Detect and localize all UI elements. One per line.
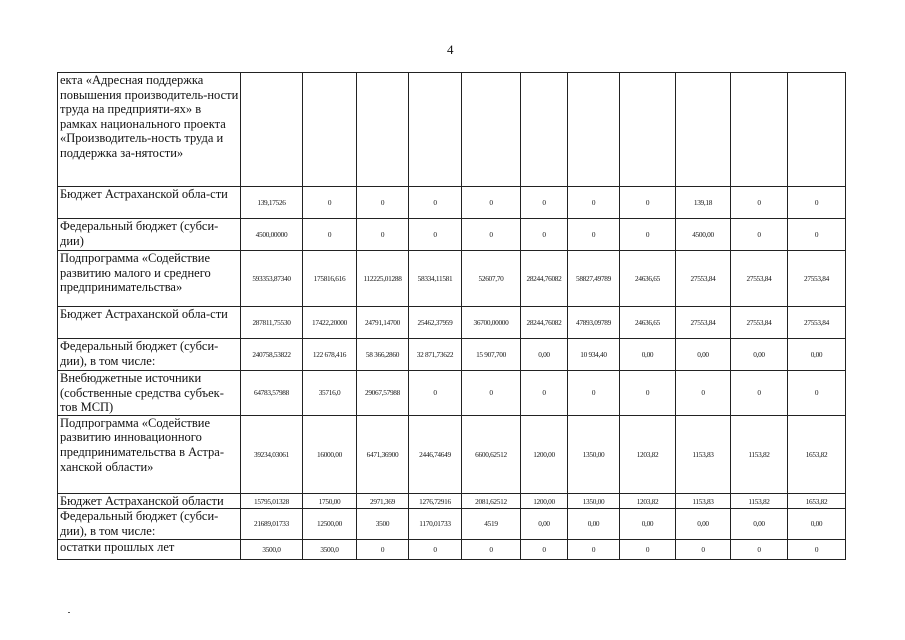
value-cell: 58334,11581 — [409, 251, 462, 307]
value-cell: 0 — [568, 371, 620, 416]
table-row — [58, 307, 846, 339]
value-cell: 0 — [357, 219, 409, 251]
value-cell: 0 — [788, 371, 846, 416]
value-cell: 0,00 — [731, 509, 788, 539]
row-label: Федеральный бюджет (субси-дии), в том числе: — [58, 509, 241, 539]
value-cell: 58827,49789 — [568, 251, 620, 307]
value-cell: 0 — [731, 219, 788, 251]
value-cell: 27553,84 — [788, 307, 846, 339]
value-cell: 35716,0 — [303, 371, 357, 416]
value-cell: 0 — [462, 219, 521, 251]
value-cell: 0,00 — [521, 509, 568, 539]
value-cell: 24636,65 — [620, 307, 676, 339]
value-cell: 0 — [303, 187, 357, 219]
value-cell: 16000,00 — [303, 415, 357, 493]
value-cell: 10 934,40 — [568, 339, 620, 371]
row-label: Подпрограмма «Содействие развитию малого и среднего предпринимательства» — [58, 251, 241, 307]
scan-speck — [68, 612, 70, 613]
value-cell: 24636,65 — [620, 251, 676, 307]
value-cell: 0,00 — [620, 339, 676, 371]
row-label: Внебюджетные источники (собственные средства субъек-тов МСП) — [58, 371, 241, 416]
value-cell: 3500,0 — [303, 539, 357, 559]
value-cell: 2446,74649 — [409, 415, 462, 493]
value-cell — [521, 73, 568, 187]
value-cell: 25462,37959 — [409, 307, 462, 339]
value-cell — [788, 73, 846, 187]
budget-table — [57, 72, 846, 560]
value-cell: 1203,82 — [620, 493, 676, 509]
value-cell — [676, 73, 731, 187]
value-cell: 0,00 — [620, 509, 676, 539]
value-cell: 1153,82 — [731, 415, 788, 493]
row-label: Федеральный бюджет (субси-дии), в том числе: — [58, 339, 241, 371]
value-cell: 0,00 — [731, 339, 788, 371]
value-cell: 1653,82 — [788, 493, 846, 509]
value-cell — [409, 73, 462, 187]
value-cell: 0 — [788, 219, 846, 251]
value-cell: 15795,01328 — [241, 493, 303, 509]
value-cell: 0 — [731, 371, 788, 416]
value-cell — [731, 73, 788, 187]
value-cell: 175816,616 — [303, 251, 357, 307]
value-cell: 1153,83 — [676, 493, 731, 509]
value-cell: 1750,00 — [303, 493, 357, 509]
value-cell: 28244,76082 — [521, 307, 568, 339]
table-row — [58, 509, 846, 539]
value-cell: 1200,00 — [521, 415, 568, 493]
value-cell: 0 — [357, 539, 409, 559]
value-cell: 0 — [731, 539, 788, 559]
value-cell: 112225,01288 — [357, 251, 409, 307]
value-cell: 0 — [568, 187, 620, 219]
value-cell: 139,18 — [676, 187, 731, 219]
value-cell: 0 — [620, 219, 676, 251]
value-cell: 0 — [731, 187, 788, 219]
value-cell: 0 — [409, 371, 462, 416]
value-cell: 6471,36900 — [357, 415, 409, 493]
value-cell: 32 871,73622 — [409, 339, 462, 371]
value-cell: 1276,72916 — [409, 493, 462, 509]
row-label: остатки прошлых лет — [58, 539, 241, 559]
value-cell: 0 — [788, 187, 846, 219]
value-cell: 27553,84 — [731, 251, 788, 307]
table-row — [58, 539, 846, 559]
value-cell: 0 — [409, 187, 462, 219]
value-cell — [462, 73, 521, 187]
value-cell: 1203,82 — [620, 415, 676, 493]
value-cell: 0 — [521, 371, 568, 416]
value-cell: 27553,84 — [788, 251, 846, 307]
value-cell: 47893,09789 — [568, 307, 620, 339]
value-cell: 0,00 — [788, 339, 846, 371]
value-cell: 593353,87340 — [241, 251, 303, 307]
value-cell: 27553,84 — [676, 307, 731, 339]
table-row — [58, 493, 846, 509]
value-cell: 21689,01733 — [241, 509, 303, 539]
value-cell: 0 — [462, 187, 521, 219]
value-cell: 0,00 — [788, 509, 846, 539]
value-cell: 1170,01733 — [409, 509, 462, 539]
table-row — [58, 251, 846, 307]
value-cell: 0 — [462, 371, 521, 416]
value-cell: 0 — [409, 219, 462, 251]
value-cell: 24791,14700 — [357, 307, 409, 339]
value-cell: 0 — [676, 539, 731, 559]
value-cell: 0,00 — [568, 509, 620, 539]
value-cell: 1153,82 — [731, 493, 788, 509]
value-cell: 4519 — [462, 509, 521, 539]
value-cell: 29067,57988 — [357, 371, 409, 416]
value-cell: 0 — [521, 539, 568, 559]
row-label: екта «Адресная поддержка повышения производитель-ности труда на предприяти-ях» в рамках национального проекта «Производитель-ность труда и поддержка за-нятости» — [58, 73, 241, 187]
value-cell: 58 366,2860 — [357, 339, 409, 371]
value-cell: 1200,00 — [521, 493, 568, 509]
value-cell — [568, 73, 620, 187]
value-cell: 0 — [620, 539, 676, 559]
value-cell: 12500,00 — [303, 509, 357, 539]
value-cell: 122 678,416 — [303, 339, 357, 371]
value-cell: 6600,62512 — [462, 415, 521, 493]
value-cell: 0 — [521, 219, 568, 251]
value-cell: 0 — [303, 219, 357, 251]
value-cell: 0 — [568, 219, 620, 251]
value-cell: 52607,70 — [462, 251, 521, 307]
value-cell: 0 — [620, 371, 676, 416]
value-cell: 4500,00 — [676, 219, 731, 251]
value-cell: 0 — [620, 187, 676, 219]
value-cell: 4500,00000 — [241, 219, 303, 251]
value-cell: 39234,03061 — [241, 415, 303, 493]
value-cell: 0,00 — [521, 339, 568, 371]
table-row — [58, 371, 846, 416]
value-cell: 139,17526 — [241, 187, 303, 219]
value-cell: 240758,53822 — [241, 339, 303, 371]
value-cell: 64783,57988 — [241, 371, 303, 416]
row-label: Подпрограмма «Содействие развитию инновационного предпринимательства в Астра-ханской области» — [58, 415, 241, 493]
value-cell: 15 907,700 — [462, 339, 521, 371]
value-cell: 3500 — [357, 509, 409, 539]
value-cell: 0,00 — [676, 509, 731, 539]
value-cell: 36700,00000 — [462, 307, 521, 339]
value-cell: 3500,0 — [241, 539, 303, 559]
value-cell: 1350,00 — [568, 493, 620, 509]
value-cell: 287811,75530 — [241, 307, 303, 339]
value-cell: 0 — [676, 371, 731, 416]
value-cell: 0 — [521, 187, 568, 219]
value-cell: 2081,62512 — [462, 493, 521, 509]
value-cell: 0 — [788, 539, 846, 559]
value-cell: 1153,83 — [676, 415, 731, 493]
value-cell: 28244,76082 — [521, 251, 568, 307]
value-cell: 0 — [409, 539, 462, 559]
table-row — [58, 187, 846, 219]
value-cell: 2971,369 — [357, 493, 409, 509]
value-cell: 17422,20000 — [303, 307, 357, 339]
value-cell: 0,00 — [676, 339, 731, 371]
value-cell: 27553,84 — [676, 251, 731, 307]
row-label: Бюджет Астраханской обла-сти — [58, 187, 241, 219]
value-cell: 0 — [357, 187, 409, 219]
table-row — [58, 219, 846, 251]
value-cell — [357, 73, 409, 187]
value-cell: 0 — [462, 539, 521, 559]
value-cell: 1350,00 — [568, 415, 620, 493]
value-cell — [303, 73, 357, 187]
value-cell: 27553,84 — [731, 307, 788, 339]
value-cell: 1653,82 — [788, 415, 846, 493]
table-row — [58, 415, 846, 493]
row-label: Бюджет Астраханской обла-сти — [58, 307, 241, 339]
value-cell: 0 — [568, 539, 620, 559]
table-row — [58, 73, 846, 187]
row-label: Федеральный бюджет (субси-дии) — [58, 219, 241, 251]
row-label: Бюджет Астраханской области — [58, 493, 241, 509]
page-number: 4 — [447, 42, 454, 57]
value-cell — [241, 73, 303, 187]
table-row — [58, 339, 846, 371]
value-cell — [620, 73, 676, 187]
